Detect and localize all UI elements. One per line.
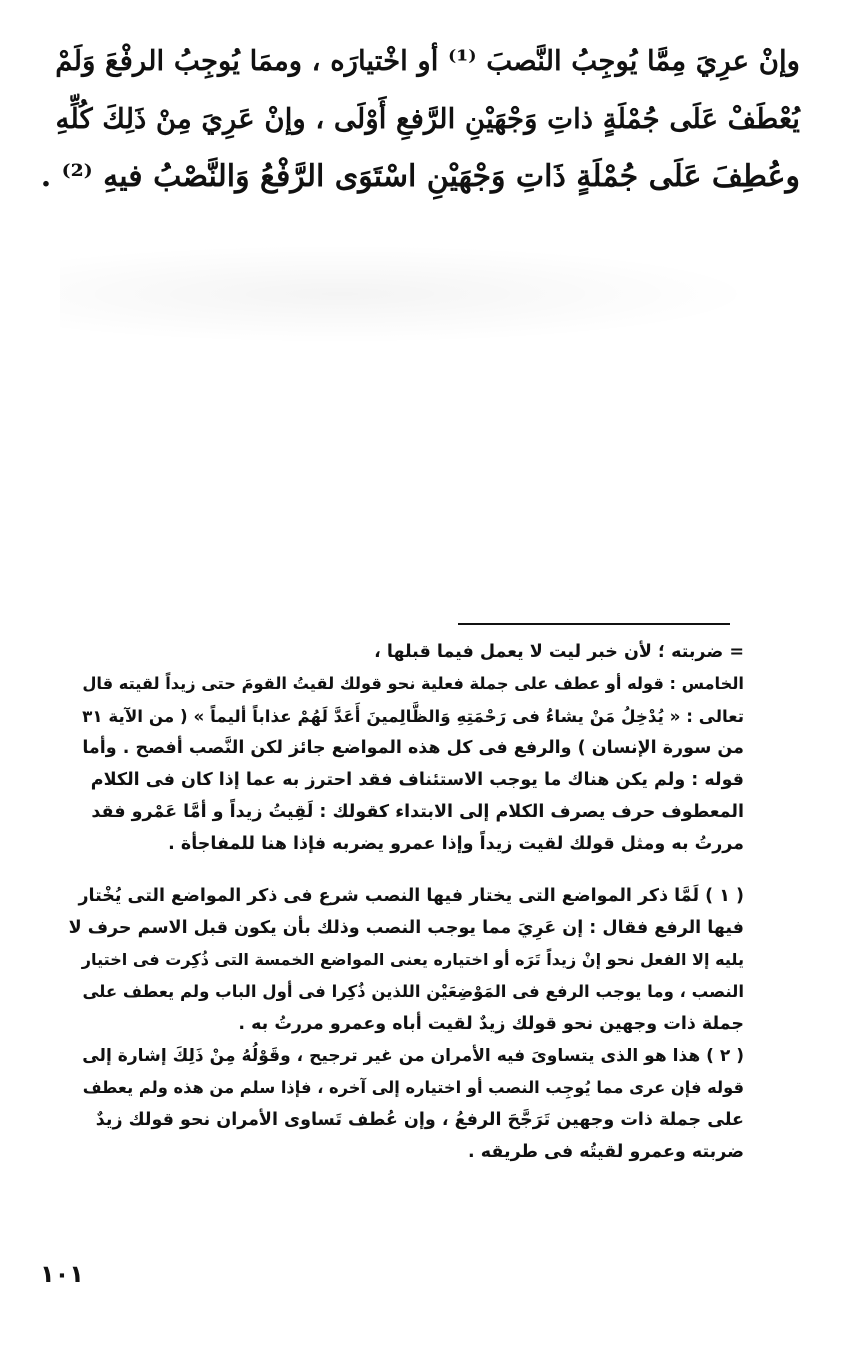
footnote-divider xyxy=(458,623,730,625)
footnote-line: ( ١ ) لَمَّا ذكر المواضع التى يختار فيها النصب شرع فى ذكر المواضع التى يُخْتار xyxy=(78,886,744,906)
footnote-1 xyxy=(68,880,744,1040)
footnote-line: قوله : ولم يكن هناك ما يوجب الاستئناف فقد احترز به عما إذا كان فى الكلام xyxy=(90,770,744,790)
scan-smudge xyxy=(60,244,760,344)
paragraph-gap xyxy=(68,860,744,880)
footnote-line: مررتُ به ومثل قولك لقيت زيداً وإذا عمرو يضربه فإذا هنا للمفاجأة . xyxy=(168,834,744,854)
footnote-line: الخامس : قوله أو عطف على جملة فعلية نحو قولك لقيتُ القومَ حتى زيداً لقيته قال xyxy=(82,674,744,693)
footnote-line: جملة ذات وجهين نحو قولك زيدٌ لقيت أباه وعمرو مررتُ به . xyxy=(238,1014,744,1034)
footnote-line: فيها الرفع فقال : إن عَرِيَ مما يوجب النصب وذلك بأن يكون قبل الاسم حرف لا xyxy=(68,918,744,938)
page-number: ١٠١ xyxy=(40,1260,84,1288)
footnote-line: من سورة الإنسان ) والرفع فى كل هذه المواضع جائز لكن النَّصب أفصح . وأما xyxy=(82,738,744,758)
footnote-line: المعطوف حرف يصرف الكلام إلى الابتداء كقولك : لَقِيتُ زيداً و أمَّا عَمْرو فقد xyxy=(91,802,744,822)
footnote-line: ضربته وعمرو لقيتُه فى طريقه . xyxy=(468,1142,744,1162)
footnote-line: قوله فإن عرى مما يُوجِب النصب أو اختياره إلى آخره ، فإذا سلم من هذه ولم يعطف xyxy=(82,1078,744,1097)
footnotes xyxy=(68,636,744,1168)
footnote-line: = ضربته ؛ لأن خبر ليت لا يعمل فيما قبلها ، xyxy=(374,642,744,662)
main-text-line: وإنْ عرِيَ مِمَّا يُوجِبُ النَّصبَ ⁽¹⁾ أو اخْتيارَه ، وممَا يُوجِبُ الرفْعَ وَلَمْ xyxy=(55,44,800,77)
footnote-line: تعالى : « يُدْخِلُ مَنْ يشاءُ فى رَحْمَتِهِ وَالظَّالِمينَ أَعَدَّ لَهُمْ عذاباً أليماً » ( من الآية ٣١ xyxy=(82,706,744,726)
footnote-line: النصب ، وما يوجب الرفع فى المَوْضِعَيْن اللذين ذُكِرا فى أول الباب ولم يعطف على xyxy=(82,982,744,1001)
main-text-line: وعُطِفَ عَلَى جُمْلَةٍ ذَاتِ وَجْهَيْنِ اسْتَوَى الرَّفْعُ وَالنَّصْبُ فيهِ ⁽²⁾ . xyxy=(40,159,800,194)
footnote-2 xyxy=(68,1040,744,1168)
main-text xyxy=(40,32,800,206)
main-text-line: يُعْطَفْ عَلَى جُمْلَةٍ ذاتِ وَجْهَيْنِ الرَّفعِ أَوْلَى ، وإنْ عَرِيَ مِنْ ذَلِكَ كُلِّهِ xyxy=(55,102,800,135)
footnote-line: على جملة ذات وجهين تَرَجَّحَ الرفعُ ، وإن عُطف تَساوى الأمران نحو قولك زيدٌ xyxy=(95,1110,744,1130)
footnote-continuation xyxy=(68,636,744,860)
footnote-line: يليه إلا الفعل نحو إنْ زيداً تَرَه أو اختياره يعنى المواضع الخمسة التى ذُكِرت فى اختيار xyxy=(81,950,744,969)
footnote-line: ( ٢ ) هذا هو الذى يتساوىَ فيه الأمران من غير ترجيح ، وقَوْلُهُ مِنْ ذَلِكَ إشارة إلى xyxy=(82,1046,744,1066)
